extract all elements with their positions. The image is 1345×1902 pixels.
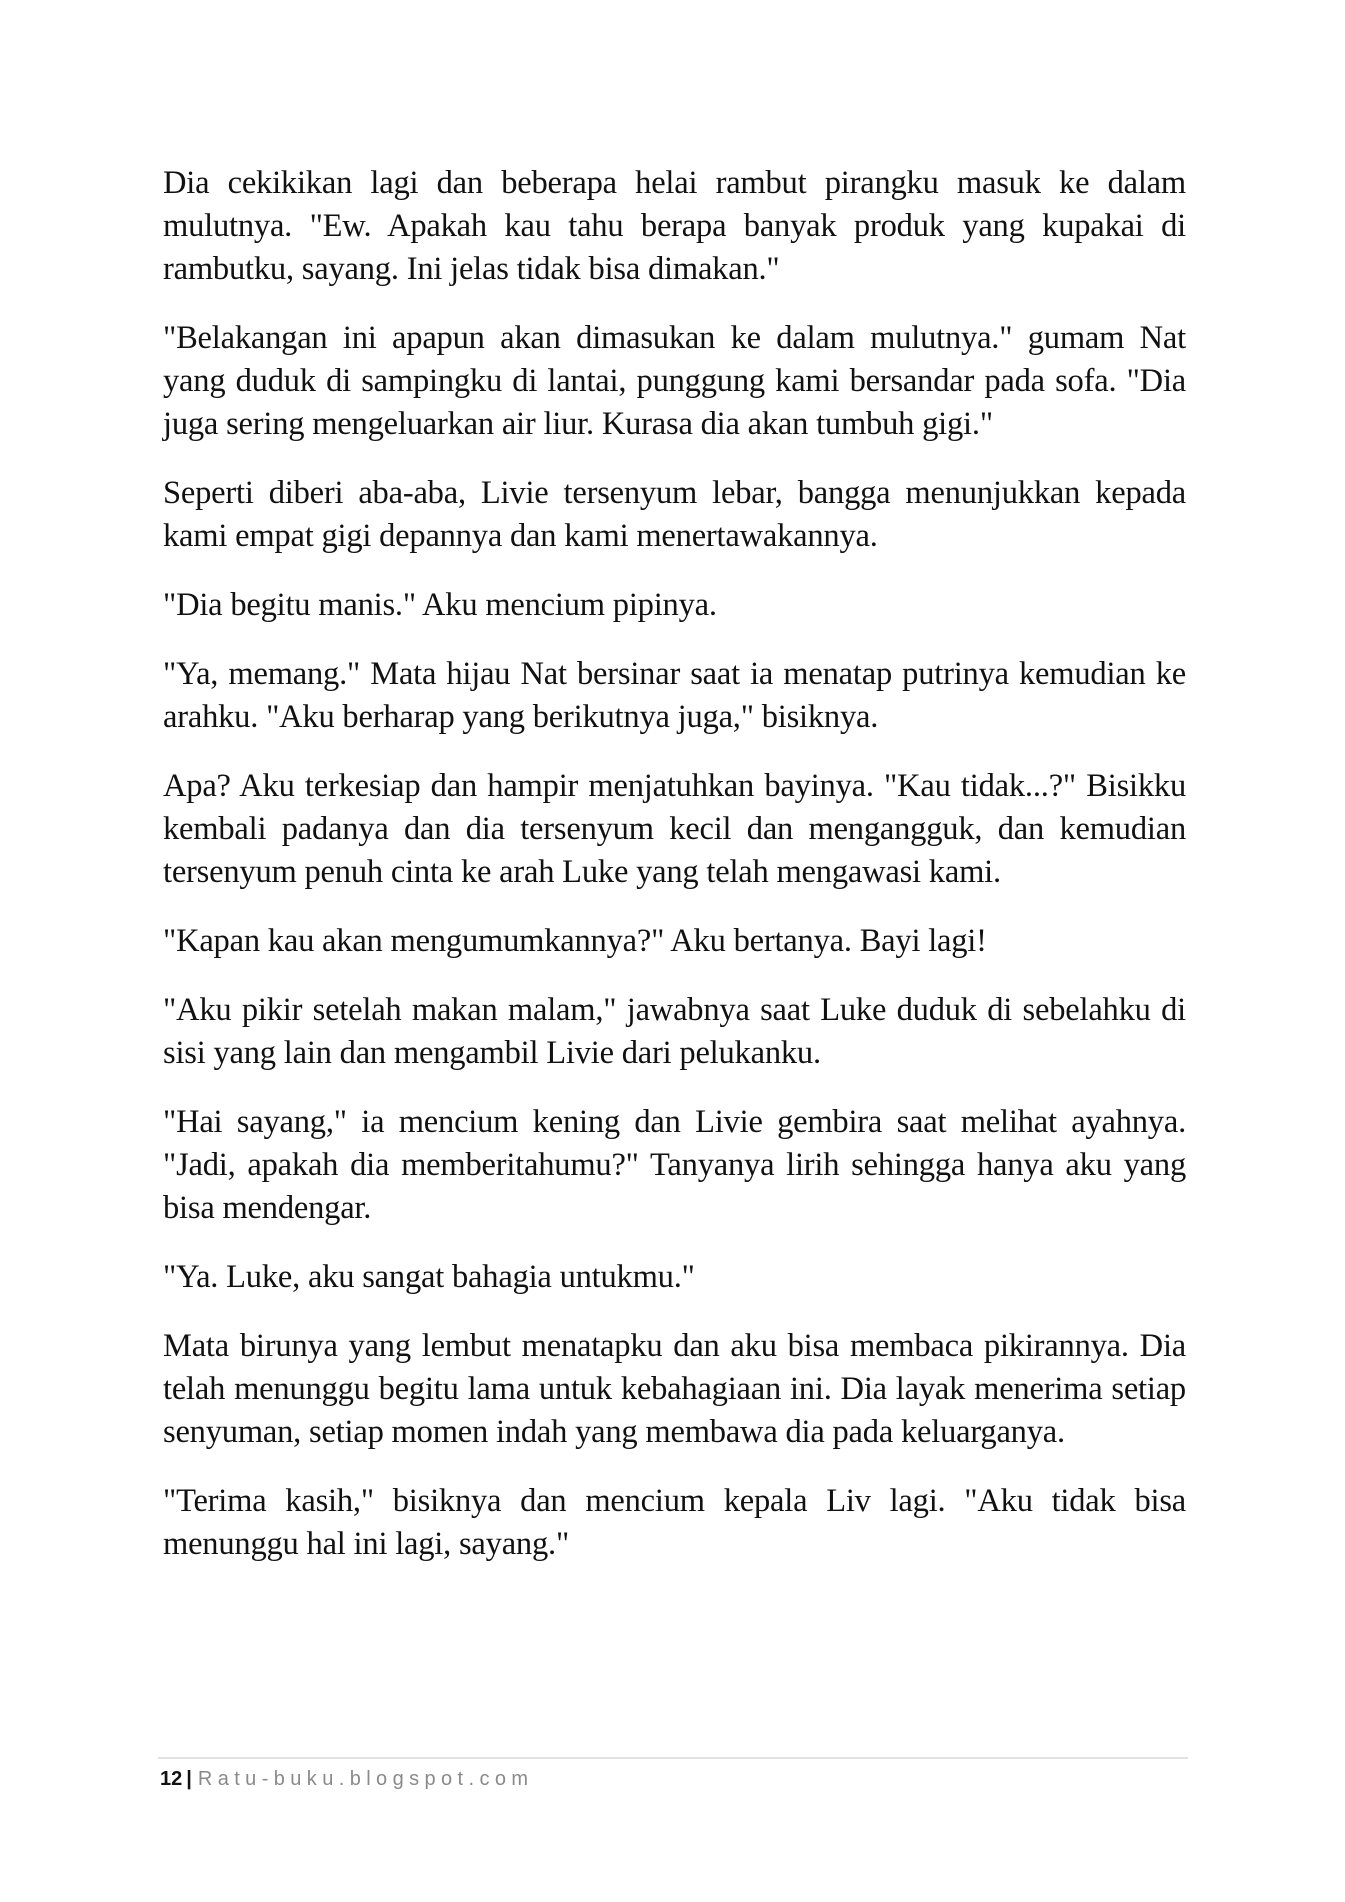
paragraph-9: "Hai sayang," ia mencium kening dan Livie gembira saat melihat ayahnya. "Jadi, apakah dia memberitahumu?" Tanyanya lirih sehingga hanya aku yang bisa mendengar.	[163, 1104, 1186, 1226]
paragraph-10: "Ya. Luke, aku sangat bahagia untukmu."	[163, 1259, 695, 1295]
paragraph-3: Seperti diberi aba-aba, Livie tersenyum lebar, bangga menunjukkan kepada kami empat gigi depannya dan kami menertawakannya.	[163, 475, 1186, 554]
page-footer	[160, 1766, 533, 1792]
page-number: 12	[160, 1768, 183, 1790]
paragraph-11: Mata birunya yang lembut menatapku dan aku bisa membaca pikirannya. Dia telah menunggu begitu lama untuk kebahagiaan ini. Dia layak menerima setiap senyuman, setiap momen indah yang membawa dia pada keluarganya.	[163, 1328, 1186, 1450]
footer-divider	[158, 1757, 1188, 1759]
paragraph-4: "Dia begitu manis." Aku mencium pipinya.	[163, 587, 717, 623]
paragraph-2: "Belakangan ini apapun akan dimasukan ke dalam mulutnya." gumam Nat yang duduk di sampingku di lantai, punggung kami bersandar pada sofa. "Dia juga sering mengeluarkan air liur. Kurasa dia akan tumbuh gigi."	[163, 320, 1186, 442]
paragraph-1: Dia cekikikan lagi dan beberapa helai rambut pirangku masuk ke dalam mulutnya. "Ew. Apakah kau tahu berapa banyak produk yang kupakai di rambutku, sayang. Ini jelas tidak bisa dimakan."	[163, 165, 1186, 287]
page-body	[163, 162, 1186, 1592]
paragraph-5: "Ya, memang." Mata hijau Nat bersinar saat ia menatap putrinya kemudian ke arahku. "Aku berharap yang berikutnya juga," bisiknya.	[163, 656, 1186, 735]
paragraph-6: Apa? Aku terkesiap dan hampir menjatuhkan bayinya. "Kau tidak...?" Bisikku kembali padanya dan dia tersenyum kecil dan mengangguk, dan kemudian tersenyum penuh cinta ke arah Luke yang telah mengawasi kami.	[163, 768, 1186, 890]
footer-site-name: Ratu-buku.blogspot.com	[197, 1768, 534, 1790]
paragraph-12: "Terima kasih," bisiknya dan mencium kepala Liv lagi. "Aku tidak bisa menunggu hal ini lagi, sayang."	[163, 1483, 1186, 1562]
footer-separator: |	[186, 1768, 192, 1790]
paragraph-8: "Aku pikir setelah makan malam," jawabnya saat Luke duduk di sebelahku di sisi yang lain dan mengambil Livie dari pelukanku.	[163, 992, 1186, 1071]
paragraph-7: "Kapan kau akan mengumumkannya?" Aku bertanya. Bayi lagi!	[163, 923, 987, 959]
